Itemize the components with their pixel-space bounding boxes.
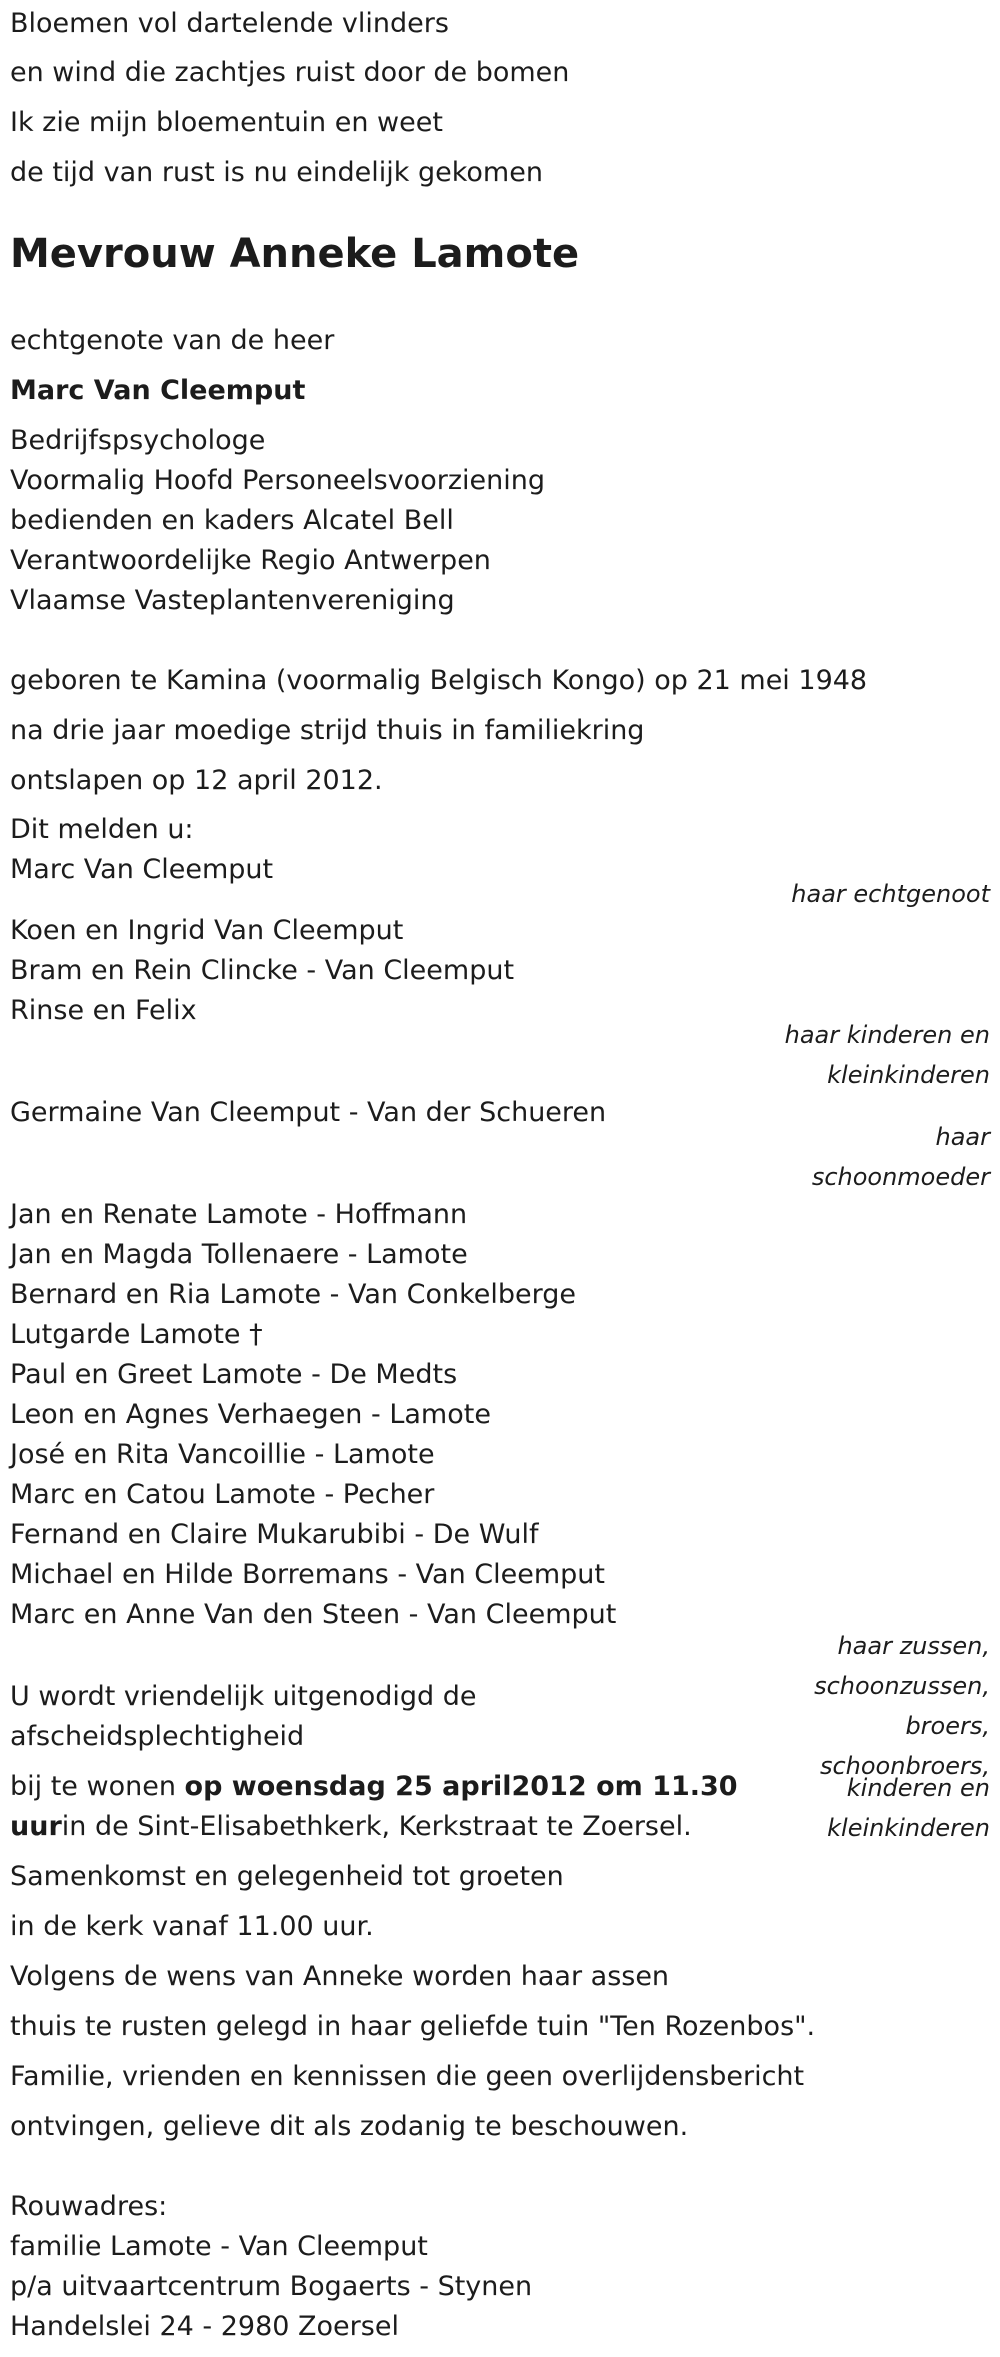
ceremony-time-unit: uur <box>10 1811 62 1842</box>
attend-prefix: bij te wonen <box>10 1771 185 1802</box>
family-name: Lutgarde Lamote † <box>10 1319 263 1350</box>
relation-line: schoonzussen, <box>814 1672 990 1700</box>
relation-line: schoonbroers, <box>819 1752 990 1780</box>
poem-line: de tijd van rust is nu eindelijk gekomen <box>10 157 543 188</box>
relation-line: haar echtgenoot <box>791 880 990 908</box>
wish-line: Volgens de wens van Anneke worden haar assen <box>10 1961 670 1992</box>
life-line: geboren te Kamina (voormalig Belgisch Kongo) op 21 mei 1948 <box>10 665 868 696</box>
poem-line: en wind die zachtjes ruist door de bomen <box>10 57 570 88</box>
address-line: p/a uitvaartcentrum Bogaerts - Stynen <box>10 2271 533 2302</box>
address-line: familie Lamote - Van Cleemput <box>10 2231 428 2262</box>
poem-line: Ik zie mijn bloementuin en weet <box>10 107 443 138</box>
title-line: Vlaamse Vasteplantenvereniging <box>10 585 455 616</box>
family-name: Jan en Magda Tollenaere - Lamote <box>10 1239 468 1270</box>
poem-line: Bloemen vol dartelende vlinders <box>10 8 449 39</box>
gathering-line: Samenkomst en gelegenheid tot groeten <box>10 1861 564 1892</box>
relation-line: haar <box>935 1123 990 1151</box>
family-name: Koen en Ingrid Van Cleemput <box>10 915 404 946</box>
title-line: bedienden en kaders Alcatel Bell <box>10 505 454 536</box>
address-label: Rouwadres: <box>10 2191 168 2222</box>
notice-line: Familie, vrienden en kennissen die geen overlijdensbericht <box>10 2061 805 2092</box>
spouse-intro: echtgenote van de heer <box>10 325 335 356</box>
invite-line: U wordt vriendelijk uitgenodigd de <box>10 1681 477 1712</box>
wish-line: thuis te rusten gelegd in haar geliefde tuin "Ten Rozenbos". <box>10 2011 816 2042</box>
relation-line: haar kinderen en <box>784 1021 990 1049</box>
relation-line: kleinkinderen <box>827 1814 990 1842</box>
family-name: Marc en Catou Lamote - Pecher <box>10 1479 435 1510</box>
address-line: Handelslei 24 - 2980 Zoersel <box>10 2311 399 2342</box>
ceremony-location: in de Sint-Elisabethkerk, Kerkstraat te Zoersel. <box>61 1811 692 1842</box>
ceremony-date-time: op woensdag 25 april2012 om 11.30 <box>184 1771 738 1802</box>
title-line: Verantwoordelijke Regio Antwerpen <box>10 545 491 576</box>
spouse-name: Marc Van Cleemput <box>10 375 306 406</box>
invite-line: afscheidsplechtigheid <box>10 1721 305 1752</box>
family-name: Bernard en Ria Lamote - Van Conkelberge <box>10 1279 576 1310</box>
title-line: Bedrijfspsychologe <box>10 425 266 456</box>
family-name: Bram en Rein Clincke - Van Cleemput <box>10 955 515 986</box>
title-line: Voormalig Hoofd Personeelsvoorziening <box>10 465 545 496</box>
family-name: Jan en Renate Lamote - Hoffmann <box>10 1199 468 1230</box>
life-line: na drie jaar moedige strijd thuis in familiekring <box>10 715 645 746</box>
life-line: ontslapen op 12 april 2012. <box>10 765 383 796</box>
attend-line <box>10 1811 692 1843</box>
relation-line: kleinkinderen <box>827 1061 990 1089</box>
relation-line: kinderen en <box>846 1774 990 1802</box>
relation-line: haar zussen, <box>837 1632 990 1660</box>
deceased-name: Mevrouw Anneke Lamote <box>10 231 580 277</box>
relation-line: broers, <box>905 1712 990 1740</box>
gathering-line: in de kerk vanaf 11.00 uur. <box>10 1911 374 1942</box>
family-name: Fernand en Claire Mukarubibi - De Wulf <box>10 1519 539 1550</box>
family-name: Michael en Hilde Borremans - Van Cleemput <box>10 1559 605 1590</box>
family-name: Marc en Anne Van den Steen - Van Cleemput <box>10 1599 617 1630</box>
family-name: Leon en Agnes Verhaegen - Lamote <box>10 1399 491 1430</box>
family-name: Marc Van Cleemput <box>10 854 274 885</box>
family-name: Paul en Greet Lamote - De Medts <box>10 1359 458 1390</box>
family-name: Rinse en Felix <box>10 995 197 1026</box>
notice-line: ontvingen, gelieve dit als zodanig te beschouwen. <box>10 2111 689 2142</box>
attend-line <box>10 1771 738 1803</box>
family-name: José en Rita Vancoillie - Lamote <box>10 1439 435 1470</box>
family-name: Germaine Van Cleemput - Van der Schueren <box>10 1097 607 1128</box>
relation-line: schoonmoeder <box>811 1163 990 1191</box>
announce-intro: Dit melden u: <box>10 814 194 845</box>
